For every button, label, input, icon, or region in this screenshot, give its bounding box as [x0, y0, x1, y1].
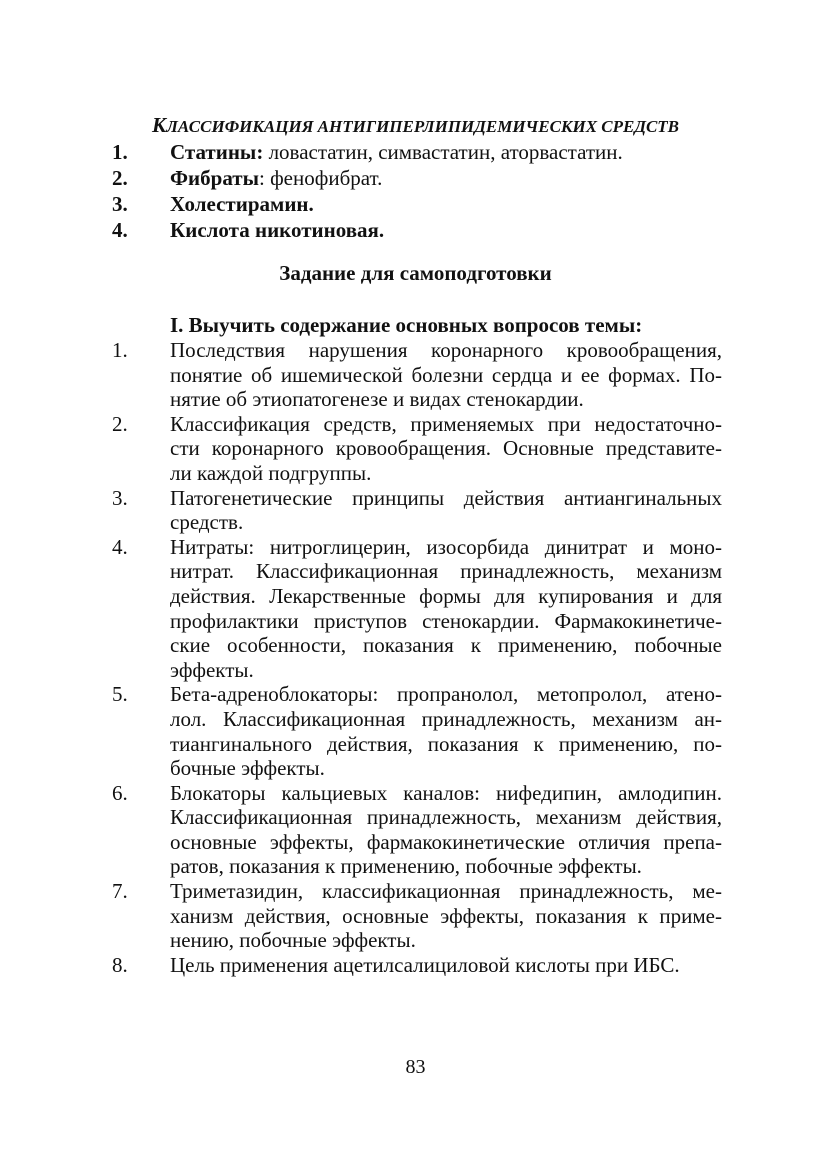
item-text — [170, 165, 382, 191]
question-number: 2. — [112, 411, 128, 436]
question-line: понятие об ишемической болезни сердца и ее формах. По- — [170, 362, 722, 387]
question-line: профилактики приступов стенокардии. Фармакокинетиче- — [170, 608, 722, 633]
question-line: бочные эффекты. — [170, 756, 325, 781]
question-line: ханизм действия, основные эффекты, показания к приме- — [170, 903, 722, 928]
item-drug-group: Кислота никотиновая. — [170, 218, 385, 242]
question-number: 5. — [112, 682, 128, 707]
item-drug-group: Холестирамин. — [170, 192, 314, 216]
question-item — [112, 879, 722, 953]
question-line: Цель применения ацетилсалициловой кислоты при ИБС. — [170, 952, 680, 977]
question-text — [170, 486, 722, 535]
question-line: эффекты. — [170, 657, 254, 682]
item-text — [170, 191, 314, 217]
question-line: средств. — [170, 510, 244, 535]
question-line: Бета-адреноблокаторы: пропранолол, метопролол, атено- — [170, 682, 722, 707]
question-line: основные эффекты, фармакокинетические отличия препа- — [170, 829, 722, 854]
classification-item — [112, 191, 732, 217]
question-item — [112, 535, 722, 683]
page-number: 83 — [405, 1056, 426, 1078]
question-item — [112, 781, 722, 879]
item-drug-group: Статины: — [170, 140, 264, 164]
question-number: 7. — [112, 879, 128, 904]
question-line: Блокаторы кальциевых каналов: нифедипин, амлодипин. — [170, 780, 722, 805]
question-number: 3. — [112, 485, 128, 510]
question-line: ские особенности, показания к применению, побочные — [170, 633, 722, 658]
classification-item — [112, 139, 732, 165]
question-line: Патогенетические принципы действия антиангинальных — [170, 485, 722, 510]
item-drugs: : фенофибрат. — [258, 166, 383, 190]
question-line: сти коронарного кровообращения. Основные представите- — [170, 436, 722, 461]
question-line: нятие об этиопатогенезе и видах стенокардии. — [170, 387, 584, 412]
question-text — [170, 535, 722, 683]
question-text — [170, 682, 722, 780]
classification-item — [112, 217, 732, 243]
question-text — [170, 338, 722, 412]
question-number: 4. — [112, 534, 128, 559]
question-item — [112, 338, 722, 412]
item-number: 3. — [112, 192, 128, 216]
item-number: 4. — [112, 218, 128, 242]
question-line: Триметазидин, классификационная принадлежность, ме- — [170, 879, 722, 904]
question-line: тиангинального действия, показания к применению, по- — [170, 731, 722, 756]
item-number: 2. — [112, 166, 128, 190]
item-text — [170, 217, 384, 243]
classification-list — [112, 139, 732, 243]
question-list — [112, 338, 722, 977]
question-text — [170, 781, 722, 879]
question-number: 1. — [112, 338, 128, 362]
question-line: нению, побочные эффекты. — [170, 928, 416, 953]
question-text — [170, 412, 722, 486]
question-number: 8. — [112, 952, 128, 977]
classification-title — [0, 112, 831, 140]
question-text — [170, 953, 722, 978]
question-number: 6. — [112, 780, 128, 805]
question-text — [170, 879, 722, 953]
classification-item — [112, 165, 732, 191]
question-line: Последствия нарушения коронарного кровообращения, — [170, 338, 722, 362]
item-text — [170, 139, 623, 165]
question-line: Классификация средств, применяемых при недостаточно- — [170, 411, 722, 436]
question-line: Нитраты: нитроглицерин, изосорбида динитрат и моно- — [170, 534, 722, 559]
section-title: Задание для самоподготовки — [279, 261, 552, 285]
question-item — [112, 412, 722, 486]
question-line: нитрат. Классификационная принадлежность, механизм — [170, 559, 722, 584]
subsection-title: I. Выучить содержание основных вопросов темы: — [170, 313, 643, 337]
item-drug-group: Фибраты — [170, 166, 259, 190]
item-number: 1. — [112, 140, 128, 164]
question-line: действия. Лекарственные формы для купирования и для — [170, 583, 722, 608]
title-rest: ЛАССИФИКАЦИЯ АНТИГИПЕРЛИПИДЕМИЧЕСКИХ СРЕДСТВ — [166, 117, 680, 136]
question-item — [112, 486, 722, 535]
question-line: лол. Классификационная принадлежность, механизм ан- — [170, 706, 722, 731]
question-line: ратов, показания к применению, побочные эффекты. — [170, 854, 642, 879]
question-line: ли каждой подгруппы. — [170, 460, 372, 485]
question-line: Классификационная принадлежность, механизм действия, — [170, 805, 722, 830]
question-item — [112, 953, 722, 978]
item-drugs: ловастатин, симвастатин, аторвастатин. — [263, 140, 623, 164]
question-item — [112, 682, 722, 780]
title-initial: К — [151, 113, 167, 137]
